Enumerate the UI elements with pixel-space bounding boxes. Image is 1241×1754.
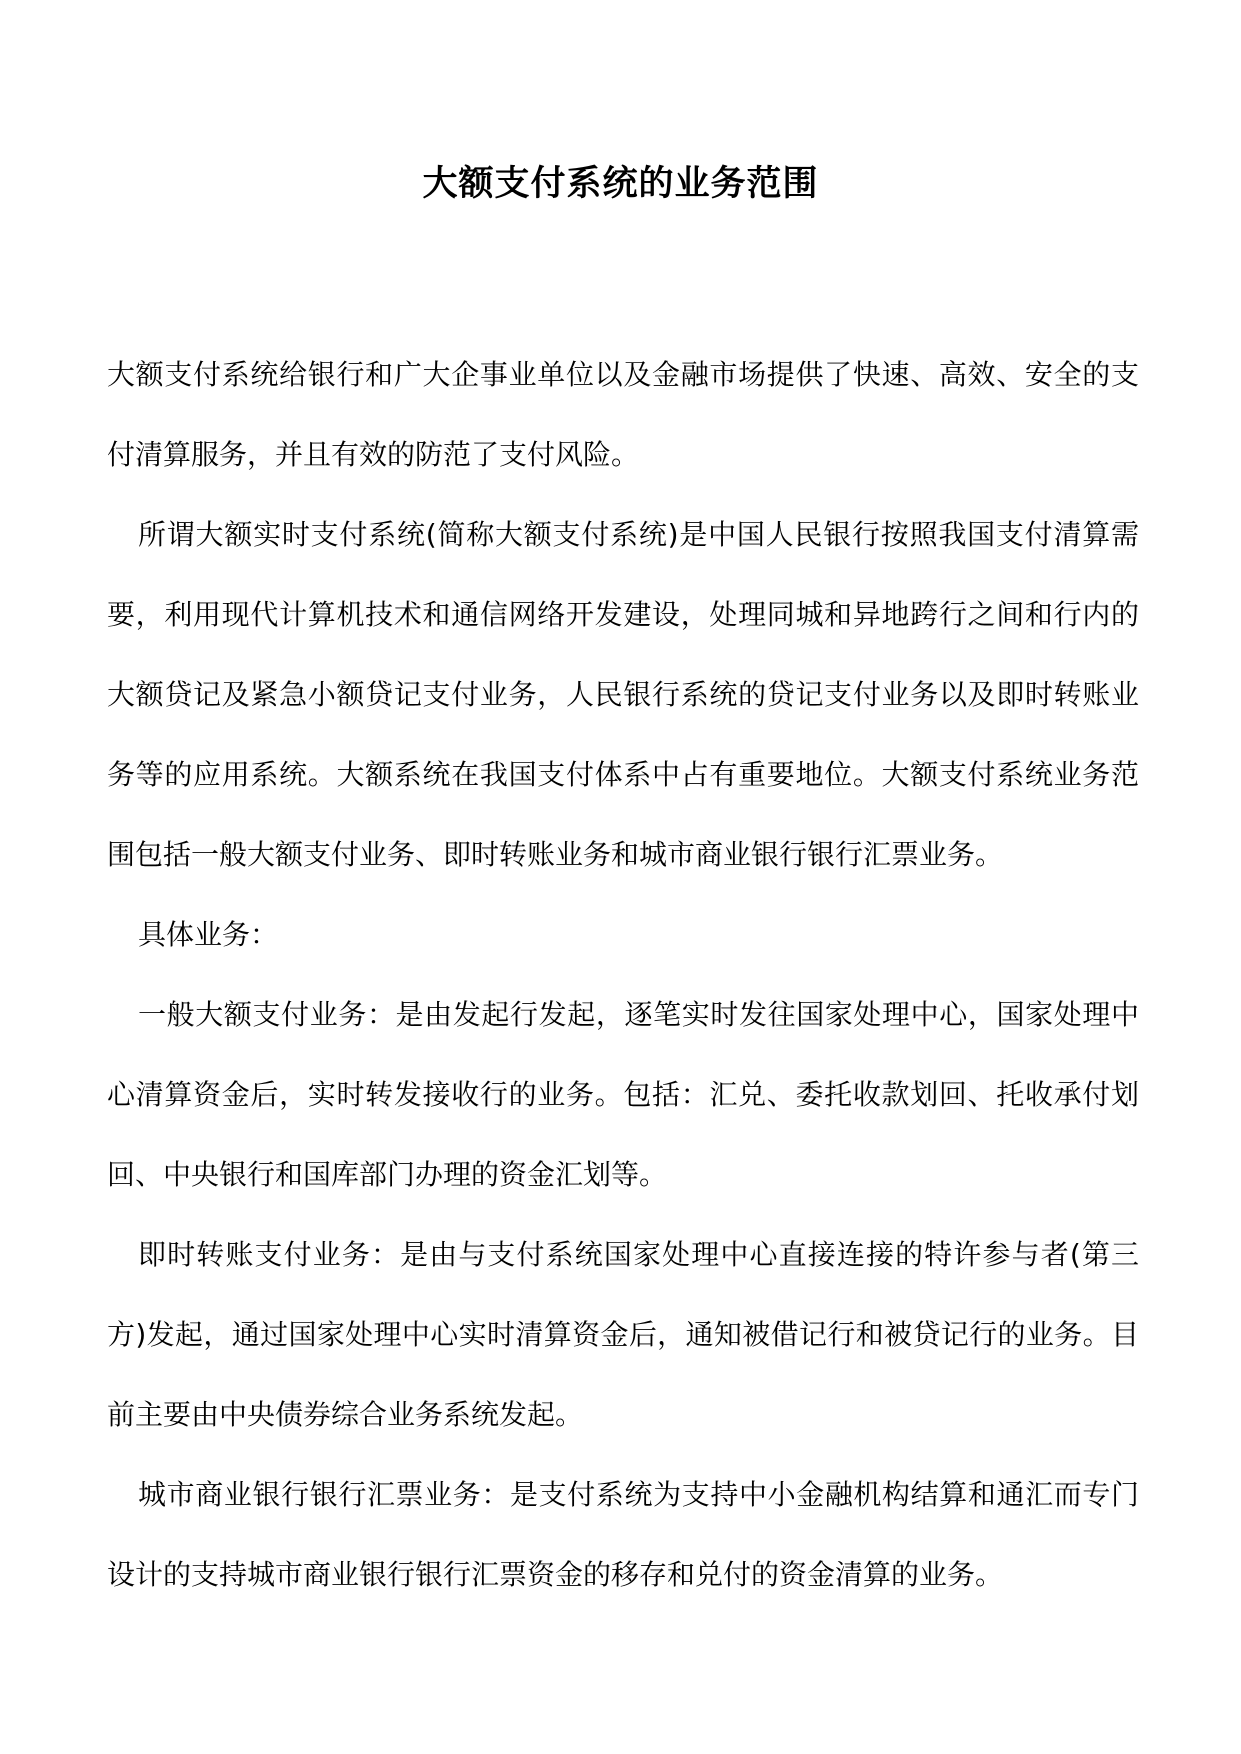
paragraph-instant-transfer: 即时转账支付业务：是由与支付系统国家处理中心直接连接的特许参与者(第三方)发起，通过国家处理中心实时清算资金后，通知被借记行和被贷记行的业务。目前主要由中央债券综合业务系统发起。 <box>107 1238 1139 1431</box>
paragraph-bank-draft: 城市商业银行银行汇票业务：是支付系统为支持中小金融机构结算和通汇而专门设计的支持城市商业银行银行汇票资金的移存和兑付的资金清算的业务。 <box>107 1478 1139 1591</box>
paragraph-specific-heading: 具体业务： <box>138 918 279 951</box>
paragraph-general-payment: 一般大额支付业务：是由发起行发起，逐笔实时发往国家处理中心，国家处理中心清算资金后，实时转发接收行的业务。包括：汇兑、委托收款划回、托收承付划回、中央银行和国库部门办理的资金汇划等。 <box>107 998 1139 1191</box>
paragraph-intro: 大额支付系统给银行和广大企事业单位以及金融市场提供了快速、高效、安全的支付清算服务，并且有效的防范了支付风险。 <box>107 358 1139 471</box>
paragraph-definition: 所谓大额实时支付系统(简称大额支付系统)是中国人民银行按照我国支付清算需要，利用现代计算机技术和通信网络开发建设，处理同城和异地跨行之间和行内的大额贷记及紧急小额贷记支付业务，人民银行系统的贷记支付业务以及即时转账业务等的应用系统。大额系统在我国支付体系中占有重要地位。大额支付系统业务范围包括一般大额支付业务、即时转账业务和城市商业银行银行汇票业务。 <box>107 518 1139 871</box>
document-body <box>107 335 1139 1615</box>
document-title: 大额支付系统的业务范围 <box>422 164 819 204</box>
